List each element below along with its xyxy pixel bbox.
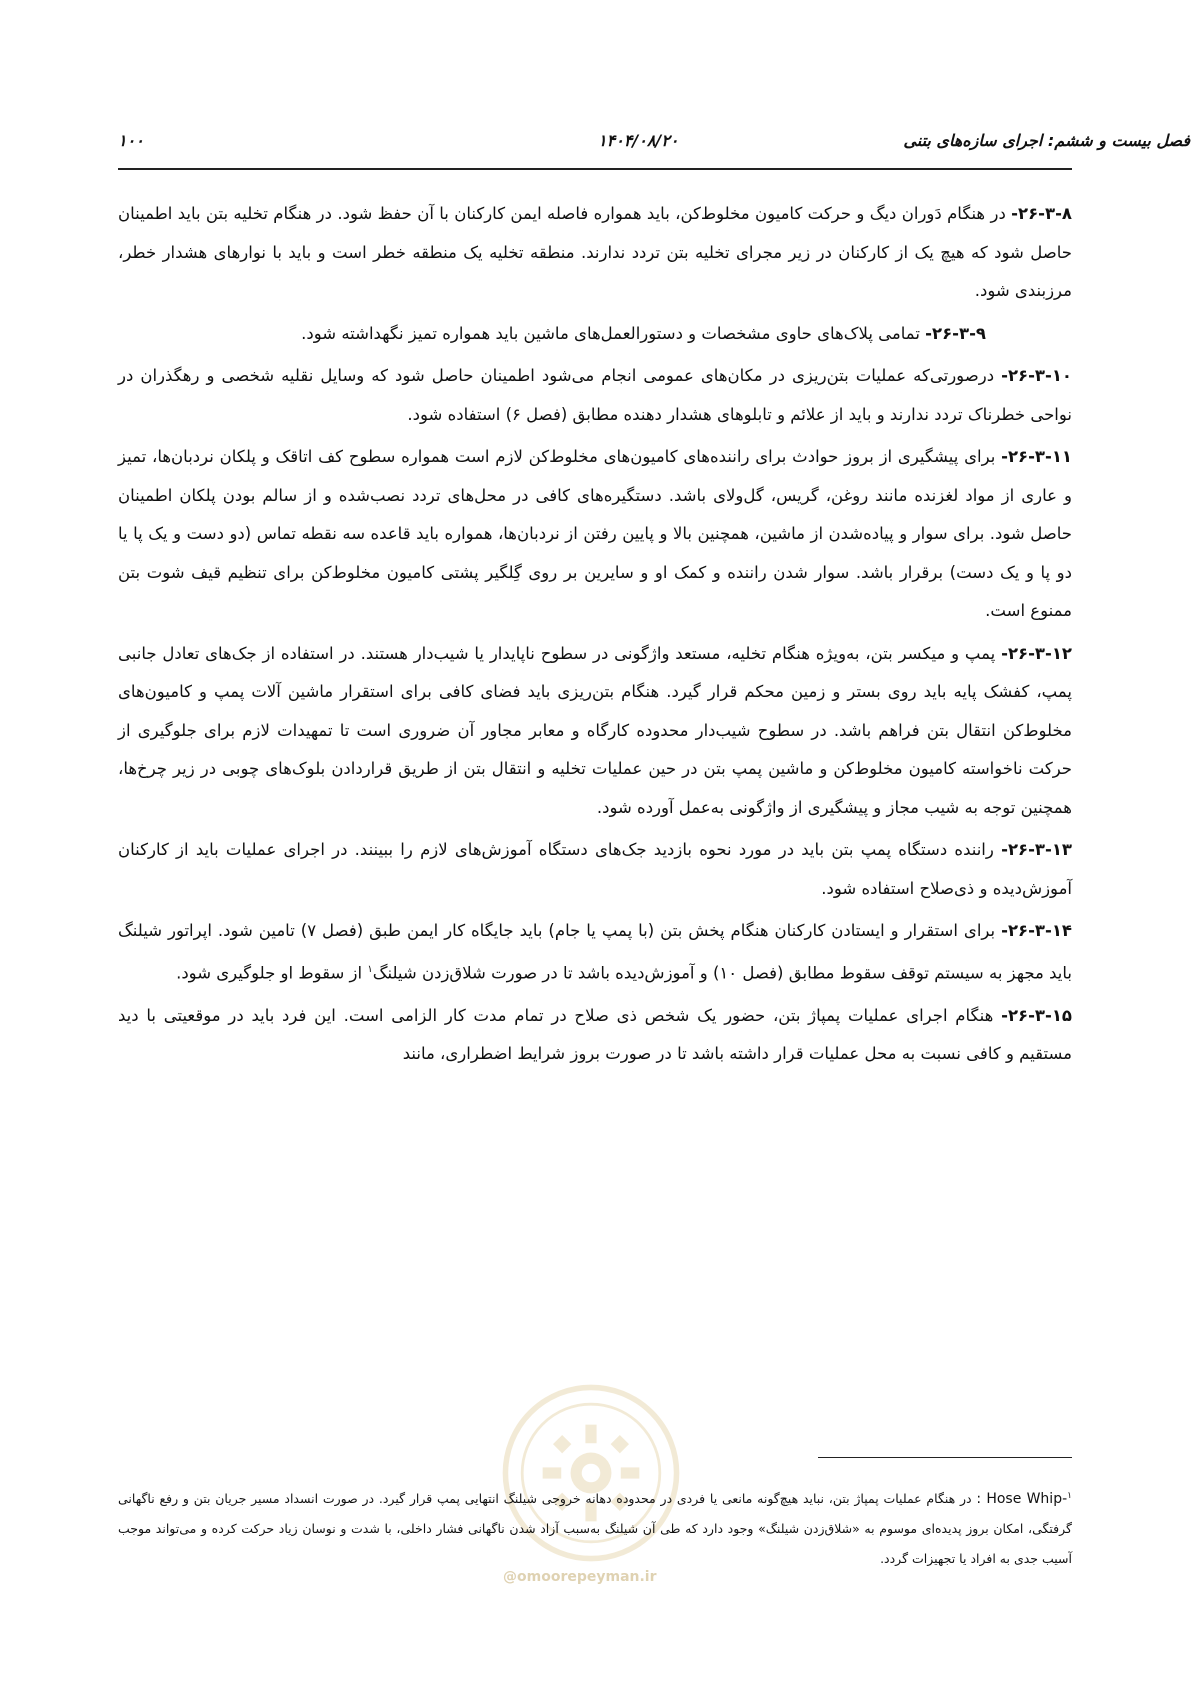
clause-text: برای استقرار و ایستادن کارکنان هنگام پخش بتن (با پمپ یا جام) باید جایگاه کار ایمن طبق (فصل ۷) تامین شود. اپراتور شیلنگ باید مجهز به سیستم توقف سقوط مطابق (فصل ۱۰) و آموزش‌دیده باشد تا در صورت شلاق‌زدن شیلنگ — [118, 921, 1072, 982]
footnote-text: در هنگام عملیات پمپاژ بتن، نباید هیچ‌گونه مانعی یا فردی در محدوده دهانه خروجی شیلنگ انتهایی پمپ قرار گیرد. در صورت انسداد مسیر جریان بتن و رفع ناگهانی گرفتگی، امکان بروز پدیده‌ای موسوم به «شلاق‌زدن شیلنگ» وجود دارد که طی آن شیلنگ به‌سبب آزاد شدن ناگهانی فشار داخلی، با شدت و نوسان زیاد حرکت کرده و می‌تواند موجب آسیب جدی به افراد یا تجهیزات گردد. — [118, 1491, 1072, 1567]
clause-number: ۲۶-۳-۱۵- — [1001, 1005, 1072, 1025]
footnotes — [118, 1481, 1072, 1574]
clause-number: ۲۶-۳-۸- — [1011, 204, 1072, 223]
body-text — [118, 195, 1072, 1078]
paragraph-26-3-11 — [118, 438, 1072, 631]
header-rule — [118, 168, 1072, 170]
page-header — [118, 125, 1190, 155]
footnote-rule — [818, 1457, 1072, 1458]
paragraph-26-3-10 — [118, 357, 1072, 434]
watermark-site: @omoorepeyman.ir — [503, 1569, 657, 1585]
footnote-item — [118, 1481, 1072, 1574]
paragraph-26-3-8 — [118, 195, 1072, 311]
running-header — [118, 125, 1190, 155]
header-date: ۱۴۰۴/۰۸/۲۰ — [598, 131, 679, 150]
clause-text-continued: از سقوط او جلوگیری شود. — [176, 963, 368, 982]
clause-text: راننده دستگاه پمپ بتن باید در مورد نحوه بازدید جک‌های دستگاه آموزش‌های لازم را ببینند. در اجرای عملیات باید از کارکنان آموزش‌دیده و ذی‌صلاح استفاده شود. — [118, 840, 1072, 898]
clause-text: در هنگام دَوران دیگ و حرکت کامیون مخلوط‌کن، باید همواره فاصله ایمن کارکنان با آن حفظ شود. در هنگام تخلیه بتن باید اطمینان حاصل شود که هیچ یک از کارکنان در زیر مجرای تخلیه بتن تردد ندارند. منطقه تخلیه یک منطقه خطر است و باید با نوارهای هشدار خطر، مرزبندی شود. — [118, 204, 1072, 300]
paragraph-26-3-12 — [118, 635, 1072, 828]
clause-text: برای پیشگیری از بروز حوادث برای راننده‌های کامیون‌های مخلوط‌کن لازم است همواره سطوح کف اتاقک و پلکان نردبان‌ها، تمیز و عاری از مواد لغزنده مانند روغن، گریس، گل‌ولای باشد. دستگیره‌های کافی در محل‌های تردد نصب‌شده و از سالم بودن پلکان اطمینان حاصل شود. برای سوار و پیاده‌شدن از ماشین، همچنین بالا و پایین رفتن از نردبان‌ها، همواره باید قاعده سه نقطه تماس (دو دست و یک پا یا دو پا و یک دست) برقرار باشد. سوار شدن راننده و کمک او و سایرین بر روی گِلگیر پشتی کامیون مخلوط‌کن برای تنظیم قیف شوت بتن ممنوع است. — [118, 447, 1072, 620]
paragraph-26-3-13 — [118, 831, 1072, 908]
clause-text: درصورتی‌که عملیات بتن‌ریزی در مکان‌های عمومی انجام می‌شود اطمینان حاصل شود که وسایل نقلیه شخصی و رهگذران در نواحی خطرناک تردد ندارند و باید از علائم و تابلوهای هشدار دهنده مطابق (فصل ۶) استفاده شود. — [118, 366, 1072, 424]
clause-number: ۲۶-۳-۱۱- — [1001, 447, 1072, 466]
page-number: ۱۰۰ — [118, 131, 144, 150]
footnote-term: -Hose Whip : — [976, 1491, 1068, 1508]
clause-text: هنگام اجرای عملیات پمپاژ بتن، حضور یک شخص ذی صلاح در تمام مدت کار الزامی است. این فرد باید در موقعیتی با دید مستقیم و کافی نسبت به محل عملیات قرار داشته باشد تا در صورت بروز شرایط اضطراری، مانند — [118, 1005, 1072, 1063]
clause-text: تمامی پلاک‌های حاوی مشخصات و دستورالعمل‌های ماشین باید همواره تمیز نگهداشته شود. — [301, 323, 926, 343]
footnote-marker: ۱ — [1067, 1491, 1072, 1501]
clause-text: پمپ و میکسر بتن، به‌ویژه هنگام تخلیه، مستعد واژگونی در سطوح ناپایدار یا شیب‌دار هستند. در استفاده از جک‌های تعادل جانبی پمپ، کفشک پایه باید روی بستر و زمین محکم قرار گیرد. هنگام بتن‌ریزی باید فضای کافی برای استقرار ماشین آلات پمپ و کامیون‌های مخلوط‌کن انتقال بتن فراهم باشد. در سطوح شیب‌دار محدوده کارگاه و معابر مجاور آن ضروری است تا تمهیدات لازم برای جلوگیری از حرکت ناخواسته کامیون مخلوط‌کن و ماشین پمپ بتن در حین عملیات تخلیه و انتقال بتن از طریق قراردادن بلوک‌های چوبی در زیر چرخ‌ها، همچنین توجه به شیب مجاز و پیشگیری از واژگونی به‌عمل آورده شود. — [118, 643, 1072, 817]
clause-number: ۲۶-۳-۱۳- — [1001, 840, 1072, 859]
paragraph-26-3-14 — [118, 912, 1072, 993]
clause-number: ۲۶-۳-۱۰- — [1001, 366, 1072, 385]
paragraph-26-3-15 — [118, 997, 1072, 1074]
clause-number: ۲۶-۳-۱۲- — [1001, 643, 1072, 663]
clause-number: ۲۶-۳-۱۴- — [1001, 921, 1072, 940]
chapter-title: فصل بیست و ششم: اجرای سازه‌های بتنی — [903, 131, 1190, 150]
paragraph-26-3-9 — [118, 315, 1072, 354]
clause-number: ۲۶-۳-۹- — [925, 323, 986, 343]
footnote-reference[interactable]: ۱ — [367, 963, 373, 975]
